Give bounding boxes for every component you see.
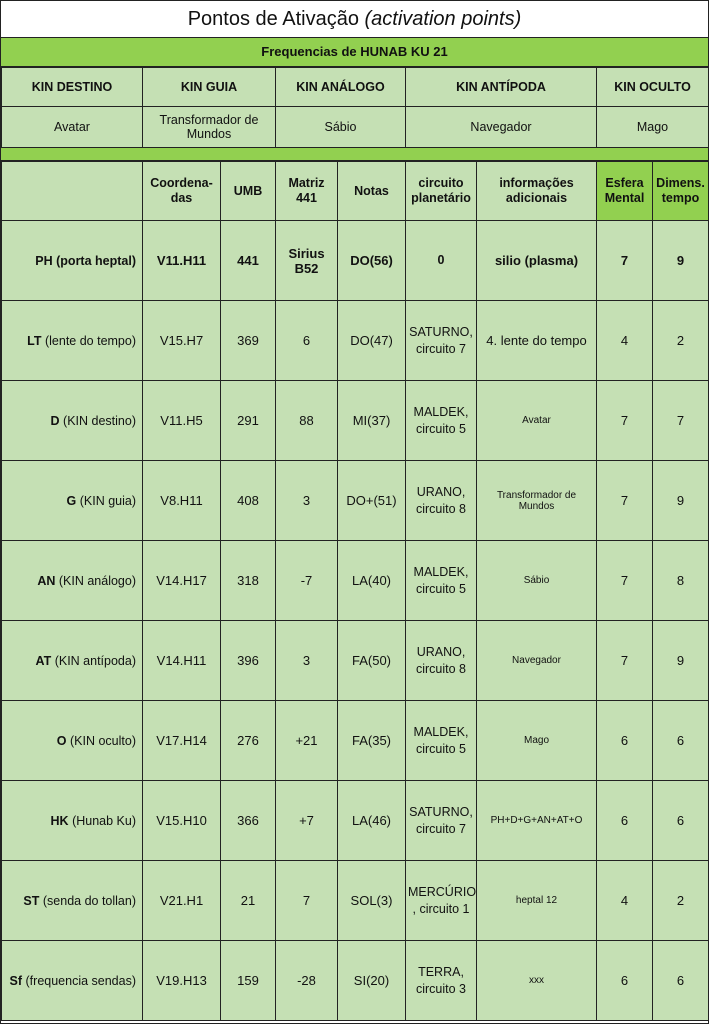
row-label	[2, 781, 143, 861]
info-cell: silio (plasma)	[477, 221, 597, 301]
green-divider	[1, 148, 708, 161]
circuito-cell: MALDEK, circuito 5	[406, 541, 477, 621]
table-body	[2, 221, 709, 1021]
column-header: informações adicionais	[477, 162, 597, 221]
table-row	[2, 461, 709, 541]
kin-value-cell: Transformador de Mundos	[143, 107, 276, 148]
circuito-cell: SATURNO, circuito 7	[406, 781, 477, 861]
dimens-cell: 9	[653, 461, 709, 541]
dimens-cell: 9	[653, 221, 709, 301]
notas-cell: LA(40)	[338, 541, 406, 621]
esfera-cell: 7	[597, 461, 653, 541]
sheet-title	[1, 1, 708, 38]
row-label	[2, 221, 143, 301]
kin-header-cell: KIN DESTINO	[2, 68, 143, 107]
umb-cell: 291	[221, 381, 276, 461]
umb-cell: 159	[221, 941, 276, 1021]
row-code: LT	[27, 333, 42, 348]
circuito-cell: MERCÚRIO , circuito 1	[406, 861, 477, 941]
row-code: AT	[35, 653, 52, 668]
column-header: UMB	[221, 162, 276, 221]
info-cell: heptal 12	[477, 861, 597, 941]
kin-value-cell: Mago	[597, 107, 709, 148]
kin-table	[1, 67, 709, 148]
coord-cell: V14.H11	[143, 621, 221, 701]
row-label	[2, 541, 143, 621]
kin-header-cell: KIN ANTÍPODA	[406, 68, 597, 107]
umb-cell: 396	[221, 621, 276, 701]
dimens-cell: 2	[653, 861, 709, 941]
row-label	[2, 941, 143, 1021]
umb-cell: 408	[221, 461, 276, 541]
row-label	[2, 301, 143, 381]
column-header-row	[2, 162, 709, 221]
matriz-cell: Sirius B52	[276, 221, 338, 301]
esfera-cell: 7	[597, 221, 653, 301]
umb-cell: 318	[221, 541, 276, 621]
coord-cell: V21.H1	[143, 861, 221, 941]
table-row	[2, 781, 709, 861]
circuito-cell: SATURNO, circuito 7	[406, 301, 477, 381]
column-header: Matriz 441	[276, 162, 338, 221]
column-header: circuito planetário	[406, 162, 477, 221]
table-row	[2, 941, 709, 1021]
title-main: Pontos de Ativação	[187, 8, 365, 30]
kin-value-cell: Navegador	[406, 107, 597, 148]
circuito-cell: TERRA, circuito 3	[406, 941, 477, 1021]
row-label	[2, 621, 143, 701]
row-description: (KIN destino)	[59, 413, 136, 428]
kin-value-row	[2, 107, 709, 148]
notas-cell: DO(56)	[338, 221, 406, 301]
matriz-cell: +21	[276, 701, 338, 781]
circuito-cell: URANO, circuito 8	[406, 621, 477, 701]
dimens-cell: 9	[653, 621, 709, 701]
coord-cell: V8.H11	[143, 461, 221, 541]
dimens-cell: 8	[653, 541, 709, 621]
row-description: (KIN oculto)	[66, 733, 136, 748]
notas-cell: SI(20)	[338, 941, 406, 1021]
row-description: (frequencia sendas)	[22, 973, 136, 988]
esfera-cell: 7	[597, 381, 653, 461]
esfera-cell: 4	[597, 301, 653, 381]
frequency-title: Frequencias de HUNAB KU 21	[1, 38, 708, 67]
notas-cell: FA(35)	[338, 701, 406, 781]
row-description: (porta heptal)	[52, 253, 136, 268]
dimens-cell: 6	[653, 781, 709, 861]
row-description: (KIN análogo)	[55, 573, 136, 588]
row-description: (senda do tollan)	[39, 893, 136, 908]
esfera-cell: 6	[597, 781, 653, 861]
kin-header-row	[2, 68, 709, 107]
esfera-cell: 7	[597, 541, 653, 621]
column-header: Dimens. tempo	[653, 162, 709, 221]
notas-cell: MI(37)	[338, 381, 406, 461]
kin-header-cell: KIN ANÁLOGO	[276, 68, 406, 107]
info-cell: Avatar	[477, 381, 597, 461]
esfera-cell: 6	[597, 701, 653, 781]
coord-cell: V15.H7	[143, 301, 221, 381]
row-label	[2, 861, 143, 941]
row-code: D	[50, 413, 60, 428]
row-label	[2, 461, 143, 541]
info-cell: Sábio	[477, 541, 597, 621]
umb-cell: 369	[221, 301, 276, 381]
info-cell: 4. lente do tempo	[477, 301, 597, 381]
dimens-cell: 6	[653, 701, 709, 781]
row-code: Sf	[9, 973, 23, 988]
column-header: Notas	[338, 162, 406, 221]
matriz-cell: 6	[276, 301, 338, 381]
table-row	[2, 541, 709, 621]
umb-cell: 441	[221, 221, 276, 301]
info-cell: Mago	[477, 701, 597, 781]
row-code: ST	[23, 893, 40, 908]
dimens-cell: 2	[653, 301, 709, 381]
kin-value-cell: Avatar	[2, 107, 143, 148]
circuito-cell: MALDEK, circuito 5	[406, 381, 477, 461]
row-description: (KIN guia)	[76, 493, 136, 508]
matriz-cell: 7	[276, 861, 338, 941]
circuito-cell: MALDEK, circuito 5	[406, 701, 477, 781]
matriz-cell: +7	[276, 781, 338, 861]
notas-cell: LA(46)	[338, 781, 406, 861]
esfera-cell: 7	[597, 621, 653, 701]
esfera-cell: 6	[597, 941, 653, 1021]
esfera-cell: 4	[597, 861, 653, 941]
notas-cell: DO+(51)	[338, 461, 406, 541]
matriz-cell: 3	[276, 621, 338, 701]
dimens-cell: 7	[653, 381, 709, 461]
notas-cell: FA(50)	[338, 621, 406, 701]
column-header: Esfera Mental	[597, 162, 653, 221]
notas-cell: DO(47)	[338, 301, 406, 381]
coord-cell: V19.H13	[143, 941, 221, 1021]
info-cell: Navegador	[477, 621, 597, 701]
table-row	[2, 701, 709, 781]
row-code: PH	[35, 253, 53, 268]
matriz-cell: -7	[276, 541, 338, 621]
activation-table	[1, 161, 709, 1021]
coord-cell: V11.H11	[143, 221, 221, 301]
row-code: O	[56, 733, 67, 748]
info-cell: Transformador de Mundos	[477, 461, 597, 541]
circuito-cell: URANO, circuito 8	[406, 461, 477, 541]
info-cell: PH+D+G+AN+AT+O	[477, 781, 597, 861]
table-row	[2, 221, 709, 301]
column-header: Coordena-das	[143, 162, 221, 221]
umb-cell: 21	[221, 861, 276, 941]
row-label	[2, 701, 143, 781]
coord-cell: V11.H5	[143, 381, 221, 461]
title-italic: (activation points)	[364, 8, 522, 30]
row-description: (lente do tempo)	[41, 333, 136, 348]
kin-header-cell: KIN OCULTO	[597, 68, 709, 107]
umb-cell: 366	[221, 781, 276, 861]
row-description: (KIN antípoda)	[51, 653, 136, 668]
coord-cell: V17.H14	[143, 701, 221, 781]
table-row	[2, 621, 709, 701]
coord-cell: V15.H10	[143, 781, 221, 861]
matriz-cell: 88	[276, 381, 338, 461]
kin-value-cell: Sábio	[276, 107, 406, 148]
row-label	[2, 381, 143, 461]
row-code: AN	[37, 573, 56, 588]
table-row	[2, 381, 709, 461]
info-cell: xxx	[477, 941, 597, 1021]
kin-header-cell: KIN GUIA	[143, 68, 276, 107]
row-description: (Hunab Ku)	[68, 813, 136, 828]
table-row	[2, 861, 709, 941]
matriz-cell: 3	[276, 461, 338, 541]
matriz-cell: -28	[276, 941, 338, 1021]
table-row	[2, 301, 709, 381]
coord-cell: V14.H17	[143, 541, 221, 621]
circuito-cell: 0	[406, 221, 477, 301]
dimens-cell: 6	[653, 941, 709, 1021]
notas-cell: SOL(3)	[338, 861, 406, 941]
row-code: G	[66, 493, 77, 508]
umb-cell: 276	[221, 701, 276, 781]
row-code: HK	[50, 813, 69, 828]
column-header	[2, 162, 143, 221]
